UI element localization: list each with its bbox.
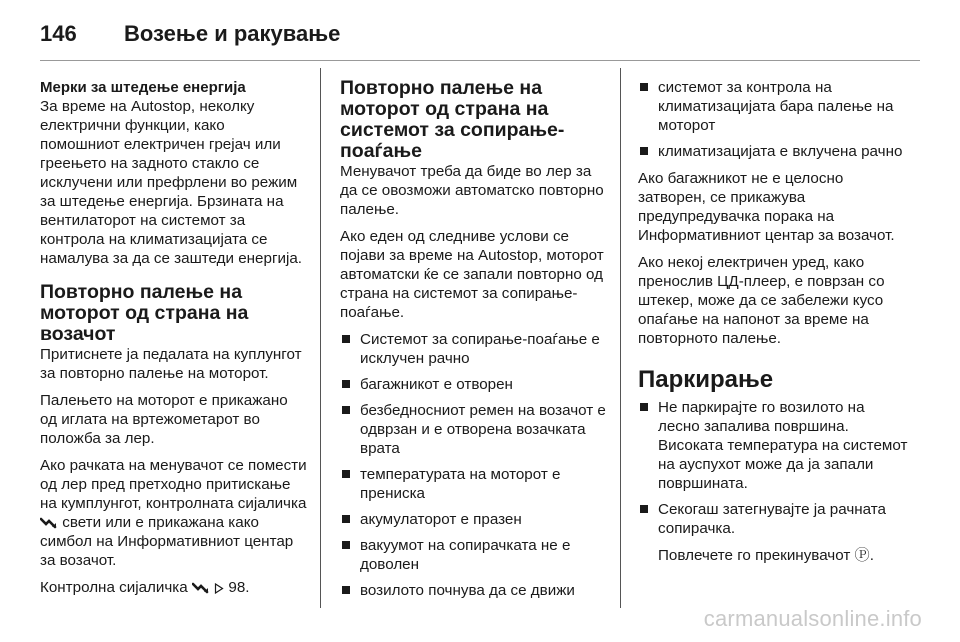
section-head-driver-restart: Повторно палење на моторот од страна на возачот (40, 281, 249, 345)
autostop-lamp-icon (192, 582, 210, 594)
column-1 (40, 78, 308, 605)
list-item: температурата на моторот е прениска (340, 465, 608, 503)
page-number: 146 (40, 21, 77, 46)
list-item: системот за контрола на климатизацијата бара палење на моторот (638, 78, 910, 135)
section-head-system-restart: Повторно палење на моторот од страна на системот за сопирање-поаѓање (340, 77, 565, 162)
paragraph-text: . (869, 547, 874, 564)
reference-triangle-icon (214, 583, 224, 594)
page-title: Возење и ракување (124, 21, 341, 46)
autostop-lamp-icon (40, 517, 58, 529)
paragraph: Менувачот треба да биде во лер за да се овозможи автоматско повторно палење. (340, 163, 604, 218)
list-item: возилото почнува да се движи (340, 581, 608, 600)
column-3 (638, 78, 910, 573)
condition-list (340, 330, 608, 600)
paragraph: Ако некој електричен уред, како пренослив ЦД-плеер, е поврзан со штекер, може да се забележи кусо опаѓање на напонот за време на повторното палење. (638, 254, 885, 347)
paragraph-text: Повлечете го прекинувачот (658, 547, 851, 564)
paragraph (40, 456, 308, 570)
paragraph-text: Ако рачката на менувачот се помести од лер пред претходно притискање на кумплунгот, контролната сијаличка (40, 457, 307, 512)
watermark: carmanualsonline.info (703, 606, 922, 631)
page-header (40, 14, 340, 54)
paragraph (40, 578, 308, 597)
paragraph-text: Контролна сијаличка (40, 579, 188, 596)
list-item: Системот за сопирање-поаѓање е исклучен рачно (340, 330, 608, 368)
parking-brake-icon: Ⓟ (854, 547, 870, 564)
list-item: Секогаш затегнувајте ја рачната сопирачка. (638, 500, 910, 538)
paragraph: Палењето на моторот е прикажано од иглата на вртежометарот во положба за лер. (40, 392, 288, 447)
list-item: багажникот е отворен (340, 375, 608, 394)
header-rule (40, 60, 920, 61)
paragraph (638, 546, 910, 565)
page-reference[interactable]: 98. (228, 579, 250, 596)
section-head-parking: Паркирање (638, 366, 774, 393)
list-item: вакуумот на сопирачката не е доволен (340, 536, 608, 574)
column-2 (340, 78, 608, 608)
list-item: климатизацијата е вклучена рачно (638, 142, 910, 161)
condition-list-cont (638, 78, 910, 161)
subhead-energy-saving: Мерки за штедење енергија (40, 79, 246, 96)
list-item: безбедносниот ремен на возачот е одврзан и е отворена возачката врата (340, 401, 608, 458)
column-divider-2 (620, 68, 621, 608)
parking-list (638, 398, 910, 538)
list-item: Не паркирајте го возилото на лесно запалива површина. Високата температура на системот на ауспухот може да ја запали површината. (638, 398, 910, 493)
column-divider-1 (320, 68, 321, 608)
paragraph: Ако еден од следниве услови се појави за време на Autostop, моторот автоматски ќе се запали повторно од страна на системот за сопирање-поаѓање. (340, 228, 604, 321)
list-item: акумулаторот е празен (340, 510, 608, 529)
paragraph: Ако багажникот не е целосно затворен, се прикажува предупредувачка порака на Информативниот центар за возачот. (638, 170, 895, 244)
paragraph-text: свети или е прикажана како симбол на Информативниот центар за возачот. (40, 514, 294, 569)
paragraph: За време на Autostop, неколку електрични функции, како помошниот електричен грејач или греењето на задното стакло се исклучени или префрлени во режим за штедење енергија. Брзината на вентилаторот на системот за контрола на климатизацијата се намалува за да се заштеди енергија. (40, 98, 303, 267)
paragraph: Притиснете ја педалата на куплунгот за повторно палење на моторот. (40, 346, 302, 382)
